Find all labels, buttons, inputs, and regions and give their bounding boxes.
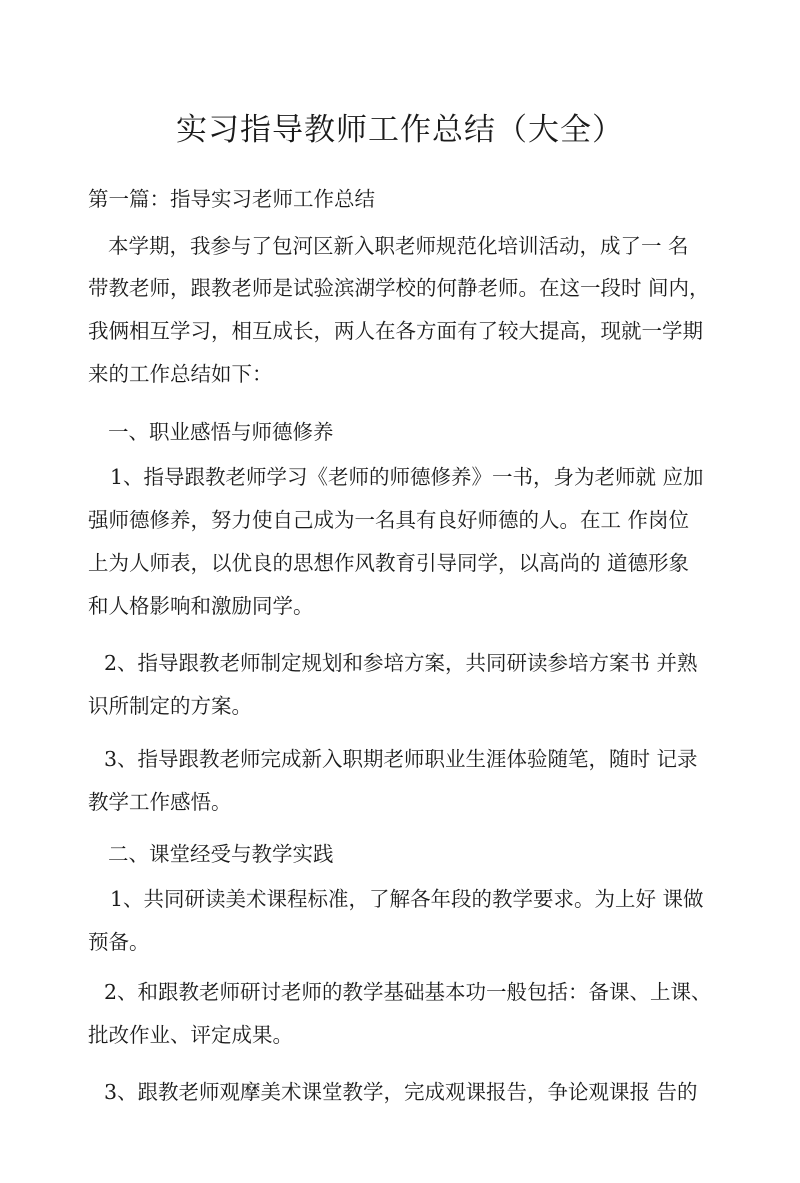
- paragraph-line: 来的工作总结如下：: [88, 362, 273, 386]
- section-heading: 二、课堂经受与教学实践: [108, 842, 334, 866]
- paragraph-line: 带教老师，跟教老师是试验滨湖学校的何静老师。在这一段时 间内，: [88, 276, 710, 300]
- paragraph-line: 1、指导跟教老师学习《老师的师德修养》一书，身为老师就 应加: [110, 465, 704, 489]
- paragraph-line: 本学期，我参与了包河区新入职老师规范化培训活动，成了一 名: [108, 234, 689, 258]
- paragraph-line: 1、共同研读美术课程标准，了解各年段的教学要求。为上好 课做: [110, 887, 704, 911]
- paragraph-line: 批改作业、评定成果。: [88, 1023, 293, 1047]
- paragraph-line: 3、指导跟教老师完成新入职期老师职业生涯体验随笔，随时 记录: [104, 747, 698, 771]
- paragraph-line: 2、指导跟教老师制定规划和参培方案，共同研读参培方案书 并熟: [104, 651, 698, 675]
- paragraph-line: 预备。: [88, 930, 150, 954]
- paragraph-line: 上为人师表，以优良的思想作风教育引导同学，以高尚的 道德形象: [88, 551, 690, 575]
- chapter-heading: 第一篇：指导实习老师工作总结: [88, 187, 375, 211]
- paragraph-line: 强师德修养，努力使自己成为一名具有良好师德的人。在工 作岗位: [88, 508, 690, 532]
- paragraph-line: 和人格影响和激励同学。: [88, 594, 314, 618]
- paragraph-line: 我俩相互学习，相互成长，两人在各方面有了较大提高，现就一学期: [88, 319, 703, 343]
- document-title: 实习指导教师工作总结（大全）: [176, 112, 624, 148]
- paragraph-line: 教学工作感悟。: [88, 790, 232, 814]
- section-heading: 一、职业感悟与师德修养: [108, 420, 334, 444]
- paragraph-line: 识所制定的方案。: [88, 694, 252, 718]
- paragraph-line: 2、和跟教老师研讨老师的教学基础基本功一般包括：备课、上课、: [104, 980, 712, 1004]
- paragraph-line: 3、跟教老师观摩美术课堂教学，完成观课报告，争论观课报 告的: [104, 1080, 698, 1104]
